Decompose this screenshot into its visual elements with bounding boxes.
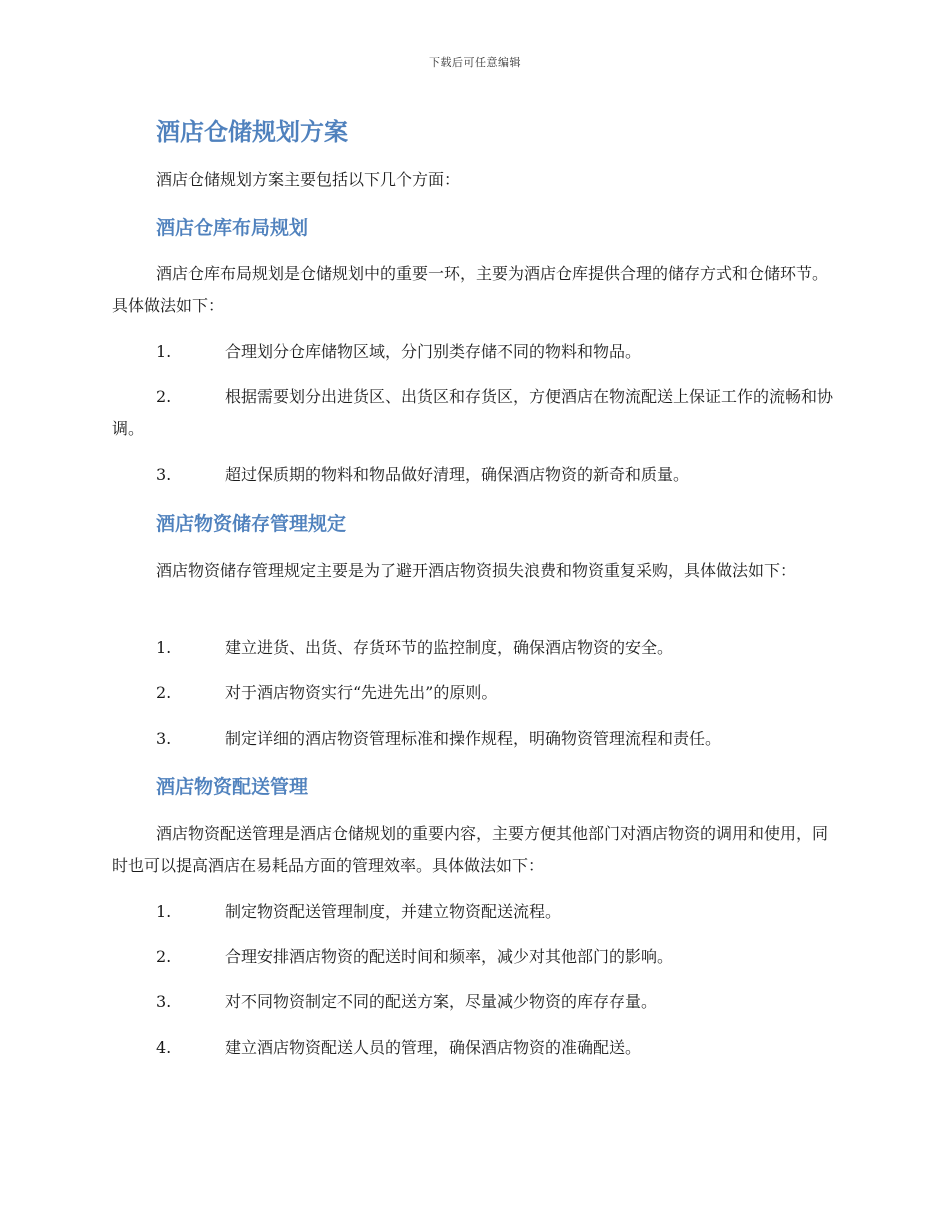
list-item [112, 677, 842, 709]
list-item-text: 合理划分仓库储物区域，分门别类存储不同的物料和物品。 [225, 342, 642, 361]
list-item [112, 941, 842, 973]
list-item-number: 3. [156, 465, 172, 484]
list-item [112, 986, 842, 1018]
header-note: 下载后可任意编辑 [429, 56, 521, 69]
document-title: 酒店仓储规划方案 [156, 118, 348, 146]
list-item [112, 723, 842, 755]
list-item [112, 381, 842, 445]
list-item-number: 3. [156, 729, 172, 748]
list-item-text: 根据需要划分出进货区、出货区和存货区，方便酒店在物流配送上保证工作的流畅和协调。 [112, 387, 834, 438]
list-item [112, 459, 842, 491]
list-item-text: 对不同物资制定不同的配送方案，尽量减少物资的库存存量。 [225, 992, 658, 1011]
list-item-text: 建立酒店物资配送人员的管理，确保酒店物资的准确配送。 [225, 1038, 642, 1057]
list-item-number: 2. [156, 683, 172, 702]
list-item-text: 对于酒店物资实行“先进先出”的原则。 [225, 683, 498, 702]
list-item-number: 2. [156, 387, 172, 406]
list-item [112, 1032, 842, 1064]
section-paragraph: 酒店仓库布局规划是仓储规划中的重要一环，主要为酒店仓库提供合理的储存方式和仓储环节。具体做法如下： [112, 264, 829, 315]
section-heading-distribution: 酒店物资配送管理 [156, 776, 309, 798]
section-heading-warehouse-layout: 酒店仓库布局规划 [156, 217, 309, 239]
list-item-number: 1. [156, 902, 172, 921]
list-item-text: 合理安排酒店物资的配送时间和频率，减少对其他部门的影响。 [225, 947, 674, 966]
section-heading-storage-rules: 酒店物资储存管理规定 [156, 513, 347, 535]
list-item [112, 336, 842, 368]
list-item-number: 3. [156, 992, 172, 1011]
list-item-number: 1. [156, 638, 172, 657]
list-item-text: 制定详细的酒店物资管理标准和操作规程，明确物资管理流程和责任。 [225, 729, 722, 748]
list-item-number: 2. [156, 947, 172, 966]
intro-paragraph: 酒店仓储规划方案主要包括以下几个方面： [156, 170, 461, 189]
list-item-number: 4. [156, 1038, 172, 1057]
list-item-text: 制定物资配送管理制度，并建立物资配送流程。 [225, 902, 562, 921]
section-paragraph: 酒店物资配送管理是酒店仓储规划的重要内容，主要方便其他部门对酒店物资的调用和使用，同时也可以提高酒店在易耗品方面的管理效率。具体做法如下： [112, 824, 829, 875]
list-item-text: 超过保质期的物料和物品做好清理，确保酒店物资的新奇和质量。 [225, 465, 690, 484]
list-item [112, 632, 842, 664]
list-item-number: 1. [156, 342, 172, 361]
list-item [112, 896, 842, 928]
list-item-text: 建立进货、出货、存货环节的监控制度，确保酒店物资的安全。 [225, 638, 674, 657]
section-paragraph: 酒店物资储存管理规定主要是为了避开酒店物资损失浪费和物资重复采购，具体做法如下： [156, 561, 797, 580]
